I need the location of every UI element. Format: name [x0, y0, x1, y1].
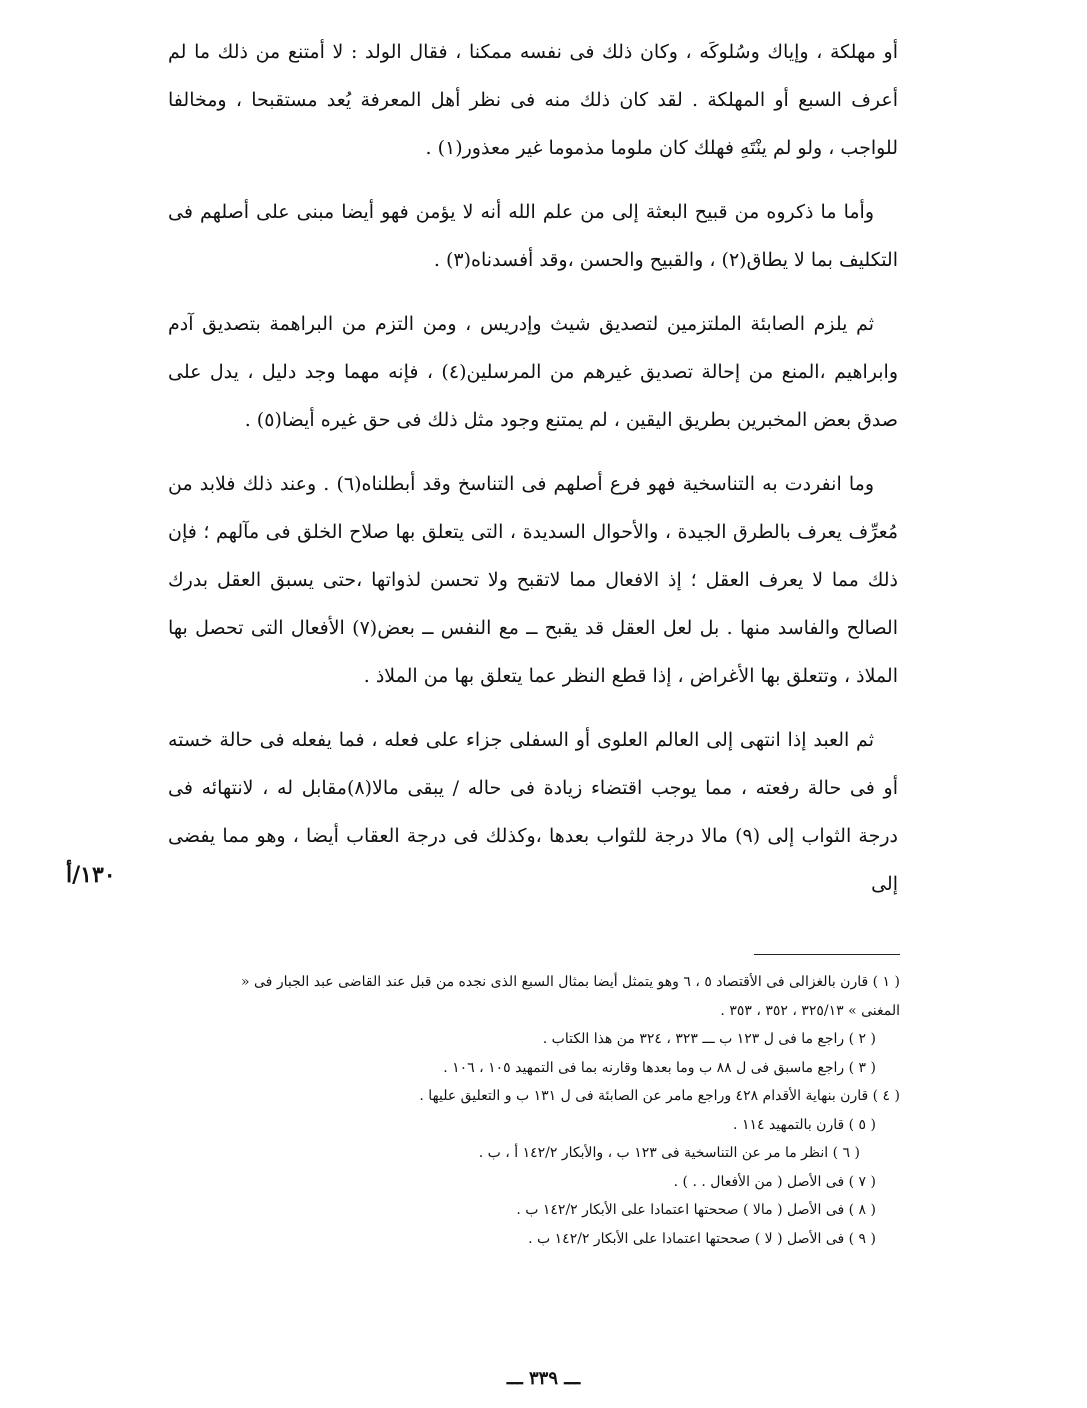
footnote-3: ( ٣ ) راجع ماسبق فى ل ٨٨ ب وما بعدها وقارنه بما فى التمهيد ١٠٥ ، ١٠٦ .: [443, 1059, 876, 1076]
paragraph-3: ثم يلزم الصابئة الملتزمين لتصديق شيث وإدريس ، ومن التزم من البراهمة بتصديق آدم وابراهيم ،المنع من إحالة تصديق غيرهم من المرسلين(٤) ، فإنه مهما وجد دليل ، يدل على صدق بعض المخبرين بطريق اليقين ، لم يمتنع وجود مثل ذلك فى حق غيره أيضا(٥) .: [168, 313, 899, 431]
main-text: [168, 28, 898, 924]
footnote-divider: [754, 954, 900, 955]
footnote-1: ( ١ ) قارن بالغزالى فى الأقتصاد ٥ ، ٦ وهو يتمثل أيضا بمثال السبع الذى نجده من قبل عند القاضى عبد الجبار فى « المغنى » ٣٢٥/١٣ ، ٣٥٢ ، ٣٥٣ .: [241, 974, 900, 1019]
footnotes: [200, 968, 900, 1253]
footnote-8: ( ٨ ) فى الأصل ( مالا ) صححتها اعتمادا على الأبكار ١٤٢/٢ ب .: [516, 1202, 876, 1218]
footnote-9: ( ٩ ) فى الأصل ( لا ) صححتها اعتمادا على الأبكار ١٤٢/٢ ب .: [528, 1230, 876, 1247]
footnote-2: ( ٢ ) راجع ما فى ل ١٢٣ ب ـــ ٣٢٣ ، ٣٢٤ من هذا الكتاب .: [542, 1031, 876, 1047]
paragraph-4: وما انفردت به التناسخية فهو فرع أصلهم فى التناسخ وقد أبطلناه(٦) . وعند ذلك فلابد من مُعرِّف يعرف بالطرق الجيدة ، والأحوال السديدة ، التى يتعلق بها صلاح الخلق فى مآلهم ؛ فإن ذلك مما لا يعرف العقل ؛ إذ الافعال مما لاتقبح ولا تحسن لذواتها ،حتى يسبق العقل بدرك الصالح والفاسد منها . بل لعل العقل قد يقبح ــ مع النفس ــ بعض(٧) الأفعال التى تحصل بها الملاذ ، وتتعلق بها الأغراض ، إذا قطع النظر عما يتعلق بها من الملاذ .: [168, 473, 899, 687]
paragraph-5: ثم العبد إذا انتهى إلى العالم العلوى أو السفلى جزاء على فعله ، فما يفعله فى حالة خسته أو فى حالة رفعته ، مما يوجب اقتضاء زيادة فى حاله / يبقى مالا(٨)مقابل له ، لانتهائه فى درجة الثواب إلى (٩) مالا درجة للثواب بعدها ،وكذلك فى درجة العقاب أيضا ، وهو مما يفضى إلى: [168, 729, 898, 895]
paragraph-1: أو مهلكة ، وإياك وسُلوكَه ، وكان ذلك فى نفسه ممكنا ، فقال الولد : لا أمتنع من ذلك ما لم أعرف السبع أو المهلكة . لقد كان ذلك منه فى نظر أهل المعرفة يُعد مستقبحا ، ومخالفا للواجب ، ولو لم ينْتَهِ فهلك كان ملوما مذموما غير معذور(١) .: [168, 41, 898, 159]
manuscript-folio-marker: ١٣٠/أ: [66, 862, 116, 888]
footnote-6: ( ٦ ) انظر ما مر عن التناسخية فى ١٢٣ ب ، والأبكار ١٤٢/٢ أ ، ب .: [478, 1145, 860, 1161]
page-number: ـــ ٣٣٩ ـــ: [506, 1368, 581, 1389]
footnote-5: ( ٥ ) قارن بالتمهيد ١١٤ .: [733, 1116, 876, 1133]
footnote-4: ( ٤ ) قارن بنهاية الأقدام ٤٢٨ وراجع مامر عن الصابئة فى ل ١٣١ ب و التعليق عليها .: [419, 1088, 900, 1104]
footnote-7: ( ٧ ) فى الأصل ( من الأفعال . . ) .: [673, 1173, 876, 1190]
paragraph-2: وأما ما ذكروه من قبيح البعثة إلى من علم الله أنه لا يؤمن فهو أيضا مبنى على أصلهم فى التكليف بما لا يطاق(٢) ، والقبيح والحسن ،وقد أفسدناه(٣) .: [168, 201, 898, 271]
